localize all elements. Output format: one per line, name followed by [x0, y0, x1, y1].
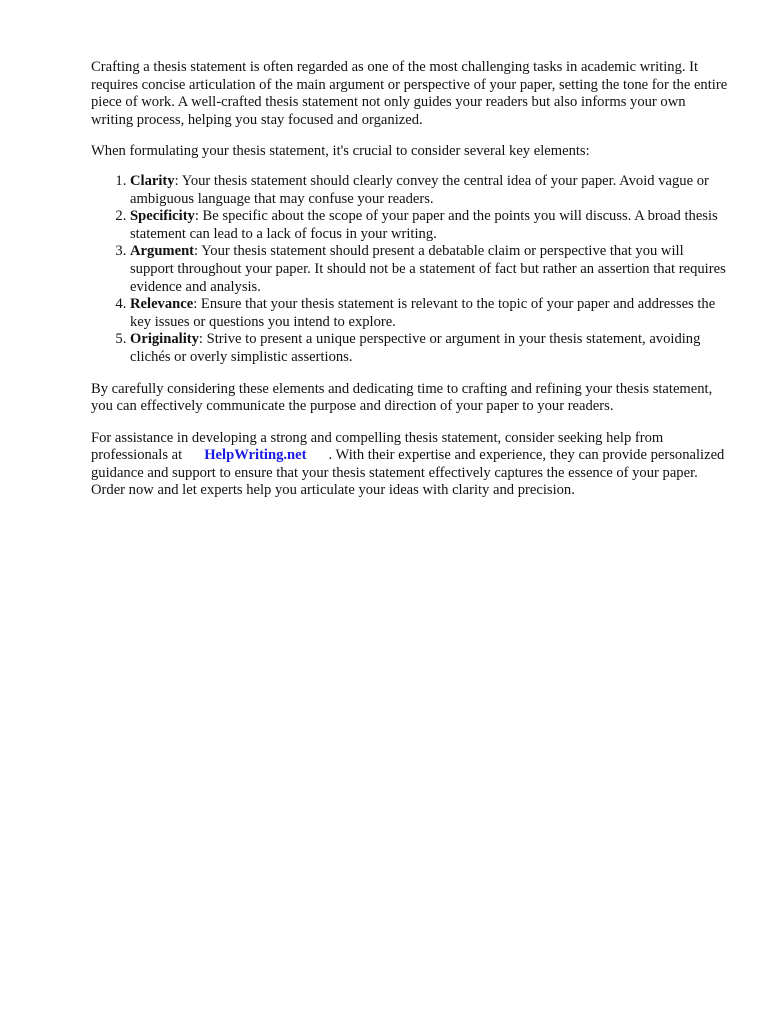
cta-text-before: For assistance in developing a strong and compelling thesis statement, consider seeking help from professionals at: [91, 429, 664, 464]
elements-lead-in: When formulating your thesis statement, it's crucial to consider several key elements:: [91, 143, 590, 160]
term-description: : Strive to present a unique perspective or argument in your thesis statement, avoiding clichés or overly simplistic assertions.: [130, 331, 701, 365]
term-description: : Your thesis statement should clearly convey the central idea of your paper. Avoid vague or ambiguous language that may confuse your readers.: [130, 172, 709, 207]
conclusion-paragraph: By carefully considering these elements and dedicating time to crafting and refining your thesis statement, you can effectively communicate the purpose and direction of your paper to your readers.: [91, 380, 713, 415]
list-item-relevance: [130, 296, 731, 331]
cta-paragraph: [91, 430, 731, 500]
list-item-specificity: [130, 208, 731, 243]
term-label: Argument: [130, 243, 195, 260]
term-description: : Ensure that your thesis statement is relevant to the topic of your paper and addresses the key issues or questions you intend to explore.: [130, 296, 716, 330]
term-description: : Your thesis statement should present a debatable claim or perspective that you will support throughout your paper. It should not be a statement of fact but rather an assertion that requires evidence and analysis.: [130, 243, 726, 295]
term-label: Specificity: [130, 208, 195, 225]
cta-text-after: . With their expertise and experience, they can provide personalized guidance and support to ensure that your thesis statement effectively captures the essence of your paper. Order now and let experts help you articulate your ideas with clarity and precision.: [91, 447, 725, 499]
term-label: Relevance: [130, 296, 194, 313]
list-item-clarity: [130, 173, 731, 208]
list-item-argument: [130, 243, 731, 296]
document-page: [91, 59, 731, 514]
key-elements-list: [91, 173, 731, 367]
term-label: Originality: [130, 331, 199, 348]
term-label: Clarity: [130, 172, 175, 189]
term-description: : Be specific about the scope of your paper and the points you will discuss. A broad thesis statement can lead to a lack of focus in your writing.: [130, 208, 718, 242]
helpwriting-link[interactable]: HelpWriting.net: [204, 447, 307, 464]
intro-paragraph: Crafting a thesis statement is often regarded as one of the most challenging tasks in academic writing. It requires concise articulation of the main argument or perspective of your paper, setting the tone for the entire piece of work. A well-crafted thesis statement not only guides your readers but also informs your own writing process, helping you stay focused and organized.: [91, 59, 728, 128]
list-item-originality: [130, 331, 731, 366]
